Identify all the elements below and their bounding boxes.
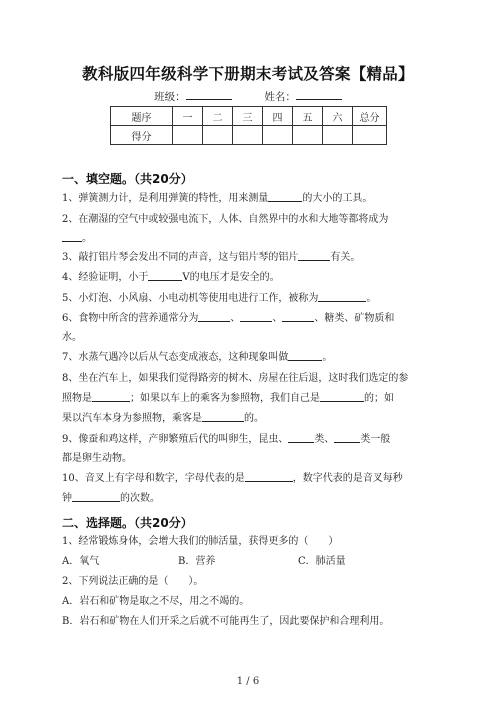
name-label: 姓名： <box>264 91 296 103</box>
table-header-cell: 四 <box>263 107 293 126</box>
score-table-header-row <box>111 107 387 126</box>
question-1-1: 1、弹簧测力计，是利用弹簧的特性，用来测量 的大小的工具。 <box>62 189 442 209</box>
answer-blank[interactable] <box>320 390 364 402</box>
class-blank[interactable] <box>186 89 232 100</box>
page-number: 1 / 6 <box>236 676 260 687</box>
question-1-3: 3、敲打铝片琴会发出不同的声音，这与铝片琴的铝片 有关。 <box>62 248 442 268</box>
table-header-cell: 题序 <box>111 107 173 126</box>
question-1-2: 2、在潮湿的空气中或较强电流下，人体、自然界中的水和大地等都将成为 <box>62 214 389 225</box>
question-1-8-cont: 照物是 ；如果以车上的乘客为参照物，我们自己是 的；如 <box>62 389 442 409</box>
question-1-5: 5、小灯泡、小风扇、小电动机等使用电进行工作，被称为 。 <box>62 289 442 309</box>
score-table-score-row <box>111 126 387 145</box>
answer-blank[interactable] <box>334 431 360 443</box>
question-1-7: 7、水蒸气遇冷以后从气态变成液态，这种现象叫做 。 <box>62 348 442 368</box>
section-fill-blank-heading: 一、填空题。（共20分） <box>62 172 193 186</box>
answer-blank[interactable] <box>198 310 230 322</box>
answer-blank[interactable] <box>240 310 272 322</box>
section-choice-heading: 二、选择题。（共20分） <box>62 516 193 530</box>
answer-blank[interactable] <box>288 431 314 443</box>
question-2-2: 2、下列说法正确的是（ ）。 <box>62 576 204 587</box>
score-cell[interactable] <box>323 126 353 145</box>
answer-blank[interactable] <box>72 490 120 502</box>
table-header-cell: 总分 <box>353 107 387 126</box>
answer-blank[interactable] <box>298 249 330 261</box>
option-b[interactable]: B．营养 <box>178 556 216 567</box>
score-cell[interactable] <box>353 126 387 145</box>
answer-blank[interactable] <box>92 390 130 402</box>
question-1-8-cont2: 果以汽车本身为参照物，乘客是 的。 <box>62 409 442 429</box>
table-header-cell: 一 <box>173 107 203 126</box>
page-title: 教科版四年级科学下册期末考试及答案【精品】 <box>82 65 414 83</box>
answer-blank[interactable] <box>288 349 322 361</box>
answer-blank[interactable] <box>202 410 244 422</box>
question-1-2-cont: 。 <box>62 229 442 249</box>
class-label: 班级： <box>154 91 186 103</box>
table-header-cell: 六 <box>323 107 353 126</box>
answer-blank[interactable] <box>148 269 182 281</box>
question-1-10: 10、音叉上有字母和数字，字母代表的是 ，数字代表的是音叉每秒 <box>62 469 442 489</box>
question-1-9-cont: 都是卵生动物。 <box>62 453 132 464</box>
question-1-9: 9、像蚕和鸡这样，产卵繁殖后代的叫卵生，昆虫、 类、 类一般 <box>62 430 442 450</box>
score-cell[interactable] <box>233 126 263 145</box>
answer-blank[interactable] <box>282 310 314 322</box>
question-2-1-options <box>62 552 442 572</box>
table-header-cell: 二 <box>203 107 233 126</box>
question-2-2-option-b[interactable]: B．岩石和矿物在人们开采之后就不可能再生了，因此要保护和合理利用。 <box>62 616 390 627</box>
score-cell[interactable] <box>203 126 233 145</box>
score-cell[interactable] <box>263 126 293 145</box>
score-cell[interactable] <box>293 126 323 145</box>
option-c[interactable]: C．肺活量 <box>298 556 346 567</box>
question-1-6-cont: 水。 <box>62 332 82 343</box>
question-1-4: 4、经验证明，小于 V的电压才是安全的。 <box>62 268 442 288</box>
question-1-6: 6、食物中所含的营养通常分为 、 、 、糖类、矿物质和 <box>62 309 442 329</box>
option-a[interactable]: A．氧气 <box>62 556 100 567</box>
student-info-row <box>0 89 496 104</box>
answer-blank[interactable] <box>268 190 302 202</box>
answer-blank[interactable] <box>62 230 82 242</box>
answer-blank[interactable] <box>318 290 366 302</box>
question-2-2-option-a[interactable]: A．岩石和矿物是取之不尽，用之不竭的。 <box>62 596 250 607</box>
question-1-8: 8、坐在汽车上，如果我们觉得路旁的树木、房屋在往后退，这时我们选定的参 <box>62 373 409 384</box>
score-row-label: 得分 <box>111 126 173 145</box>
question-1-10-cont: 钟 的次数。 <box>62 489 442 509</box>
score-cell[interactable] <box>173 126 203 145</box>
answer-blank[interactable] <box>245 470 293 482</box>
question-2-1: 1、经常锻炼身体，会增大我们的肺活量，获得更多的（ ） <box>62 536 339 547</box>
name-blank[interactable] <box>296 89 342 100</box>
score-table <box>110 106 387 145</box>
table-header-cell: 三 <box>233 107 263 126</box>
table-header-cell: 五 <box>293 107 323 126</box>
